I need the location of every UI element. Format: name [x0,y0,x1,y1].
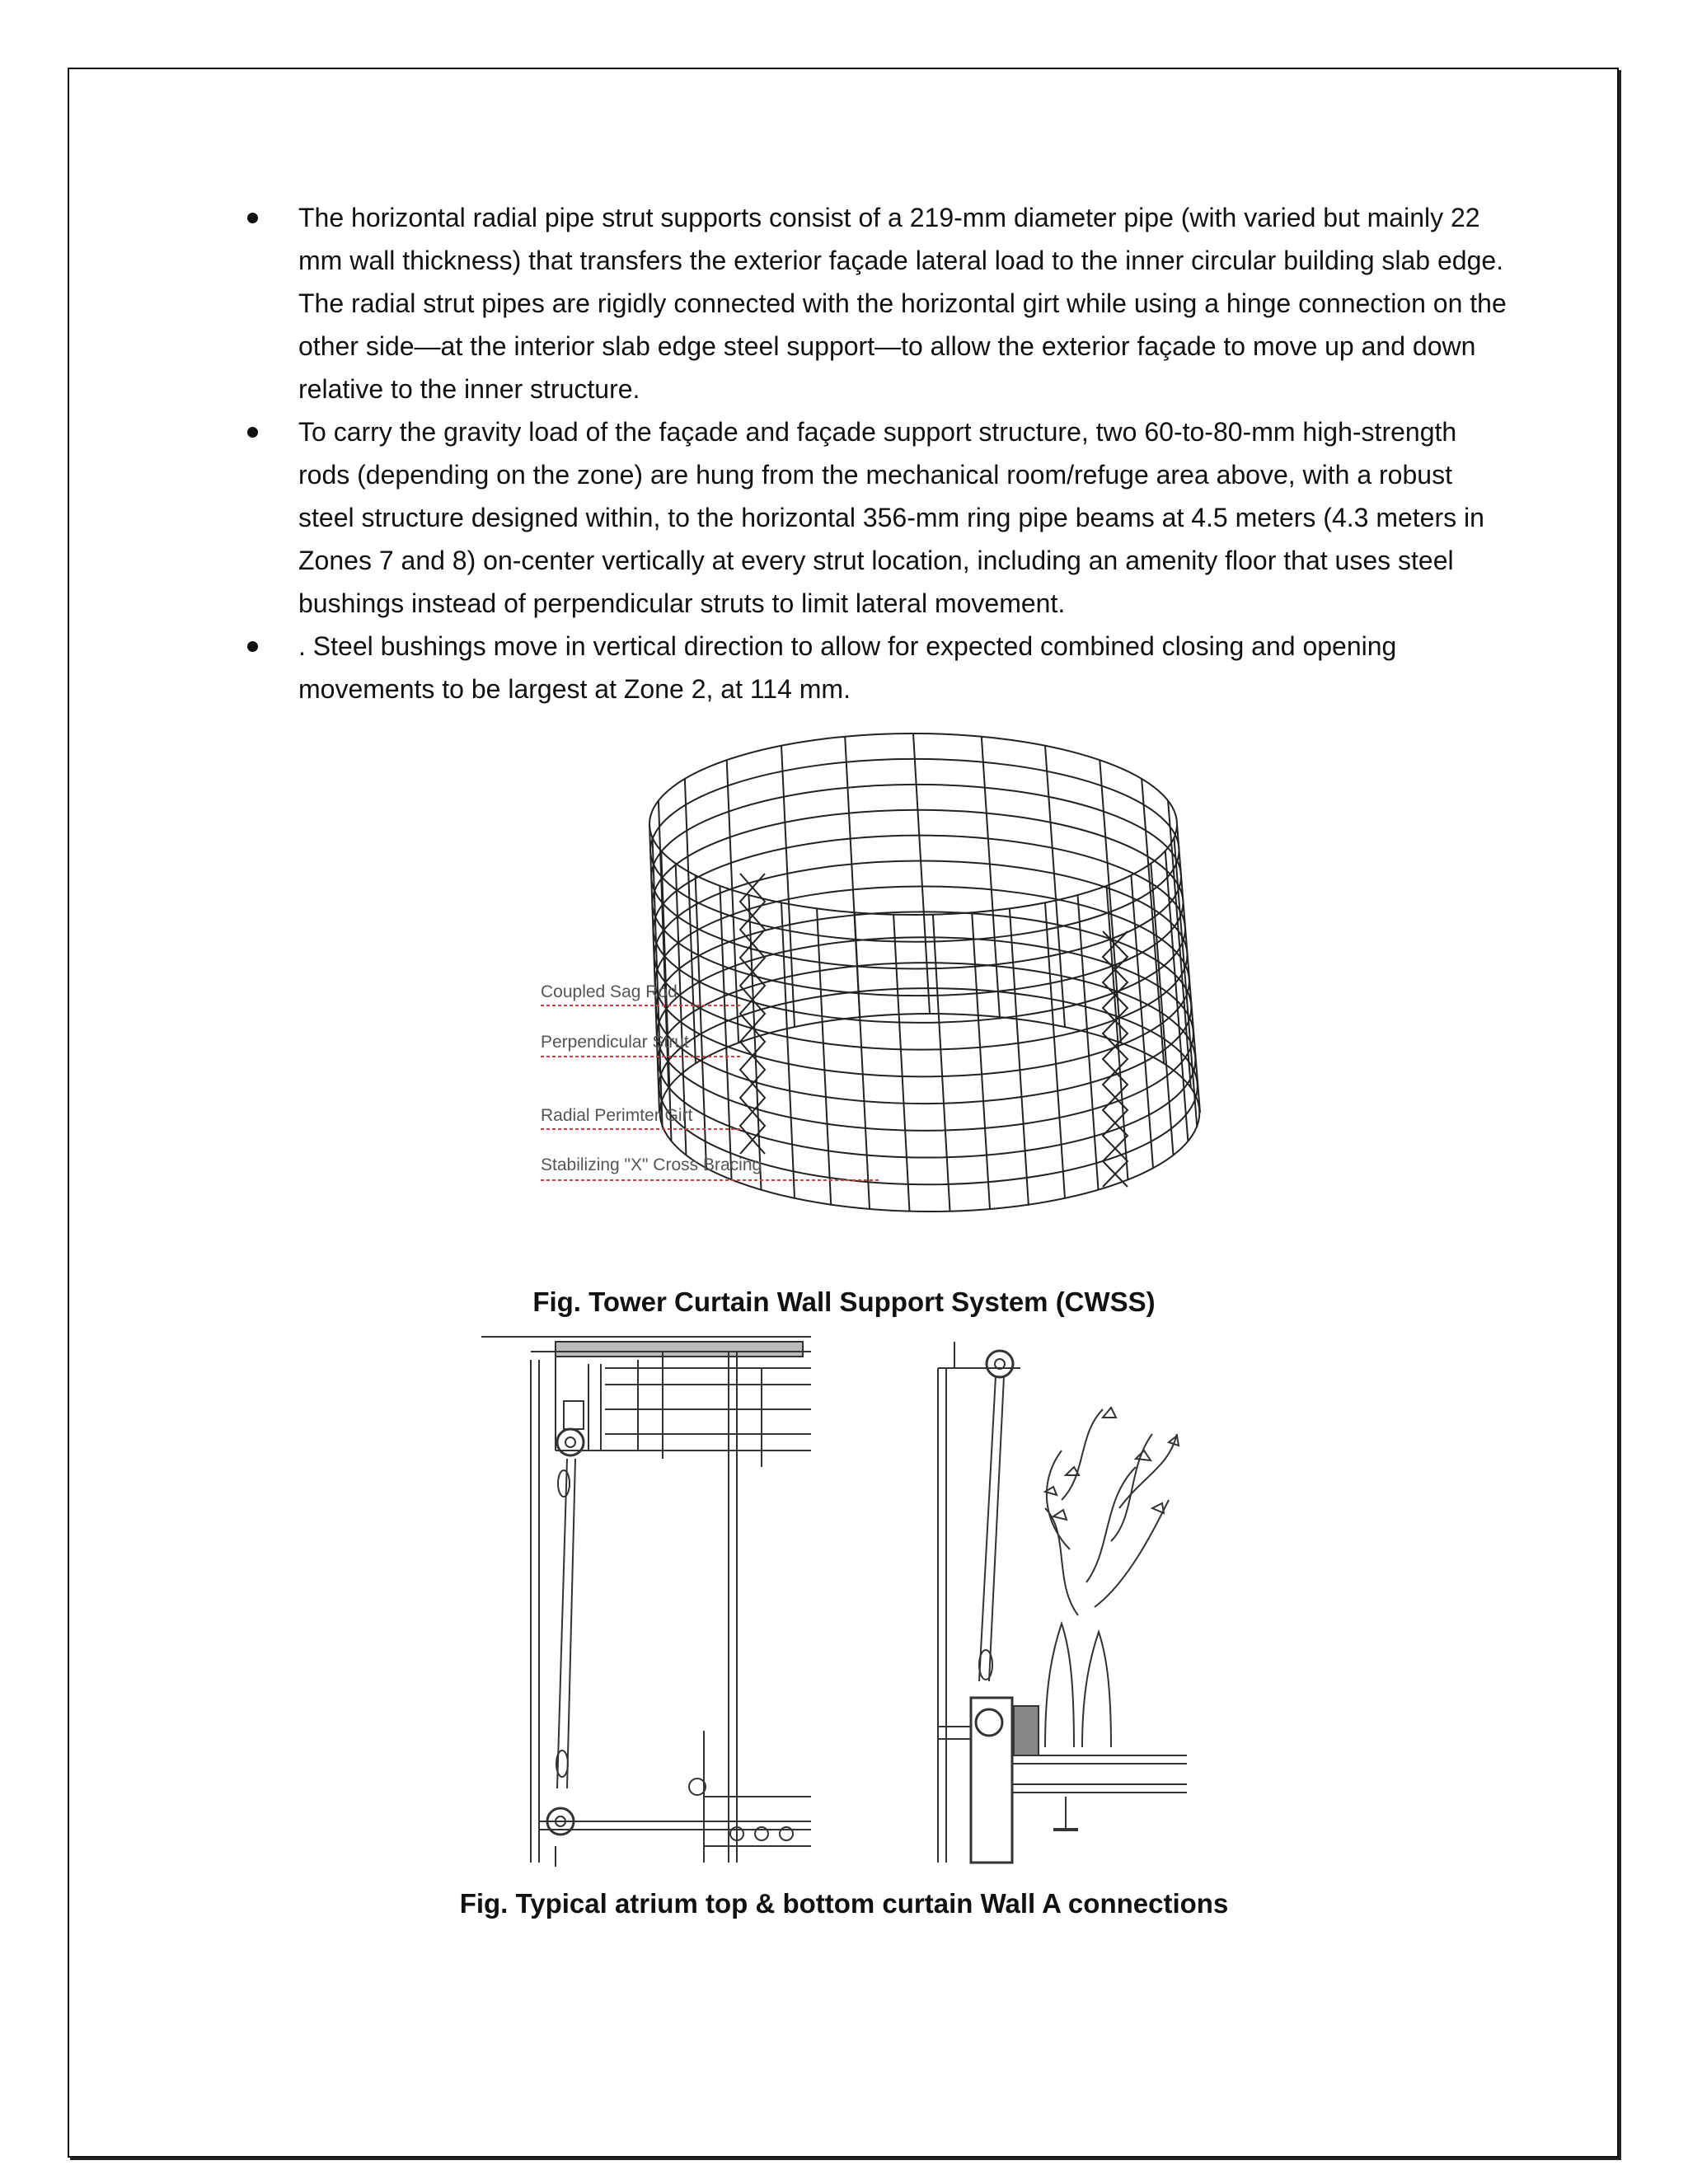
vertical-strut [1174,837,1197,1127]
callout-perpendicular-strut: Perpendicular Strut [541,1033,689,1052]
bullet-item [247,196,1508,410]
vertical-strut [817,908,831,1204]
vertical-strut [696,875,706,1169]
vertical-strut-back [913,733,930,1014]
bullet-item [247,410,1508,625]
vertical-strut [1177,824,1200,1113]
bullet-dot-icon [247,427,258,438]
atrium-bottom-connection-drawing [921,1335,1187,1871]
vertical-strut-back [1045,746,1065,1027]
vertical-strut [1078,895,1099,1190]
vertical-strut-back [982,737,1000,1017]
vertical-strut [972,912,990,1209]
vertical-strut [748,895,761,1190]
atrium-top-connection-drawing [481,1335,811,1871]
vertical-strut [1107,886,1128,1180]
vertical-strut [1045,902,1065,1198]
callout-x-cross-bracing: Stabilizing "X" Cross Bracing [541,1155,762,1174]
bullet-text: To carry the gravity load of the façade and façade support structure, two 60-to-80-mm high-strength rods (depending on the zone) are hung from the mechanical room/refuge area above, with a robust steel structure designed within, to the horizontal 356-mm ring pipe beams at 4.5 meters (4.3 meters in Zones 7 and 8) on-center vertically at every strut location, including an amenity floor that uses steel bushings instead of perpendicular struts to limit lateral movement. [298,417,1484,618]
x-cross-bracing [740,874,765,1154]
bullet-list [247,196,1508,710]
bullet-item [247,625,1508,710]
figure1-caption: Fig. Tower Curtain Wall Support System (CWSS) [532,1286,1156,1317]
vertical-strut-back [845,737,860,1017]
bullet-dot-icon [247,641,258,652]
bullet-dot-icon [247,213,258,223]
bullet-text: The horizontal radial pipe strut supports consist of a 219-mm diameter pipe (with varied but mainly 22 mm wall thickness) that transfers the exterior façade lateral load to the inner circular building slab edge. The radial strut pipes are rigidly connected with the horizontal girt while using a hinge connection on the other side—at the interior slab edge steel support—to allow the exterior façade to move up and down relative to the inner structure. [298,203,1507,404]
vertical-strut-back [685,779,696,1063]
vertical-strut [720,886,731,1180]
vertical-strut [933,915,950,1212]
vertical-strut [893,915,909,1212]
vertical-strut [781,902,795,1198]
figure2-caption: Fig. Typical atrium top & bottom curtain Wall A connections [459,1888,1229,1919]
callout-radial-perimeter-girt: Radial Perimter Girt [541,1106,693,1125]
vertical-strut [1010,908,1029,1204]
vertical-strut-back [1142,779,1164,1063]
vertical-strut-back [727,760,738,1043]
cwss-wireframe-figure [534,725,1243,1253]
vertical-strut-back [781,746,795,1027]
callout-coupled-sag-rod: Coupled Sag Rod [541,982,678,1001]
bullet-text: . Steel bushings move in vertical direction to allow for expected combined closing and opening movements to be largest at Zone 2, at 114 mm. [298,631,1397,704]
